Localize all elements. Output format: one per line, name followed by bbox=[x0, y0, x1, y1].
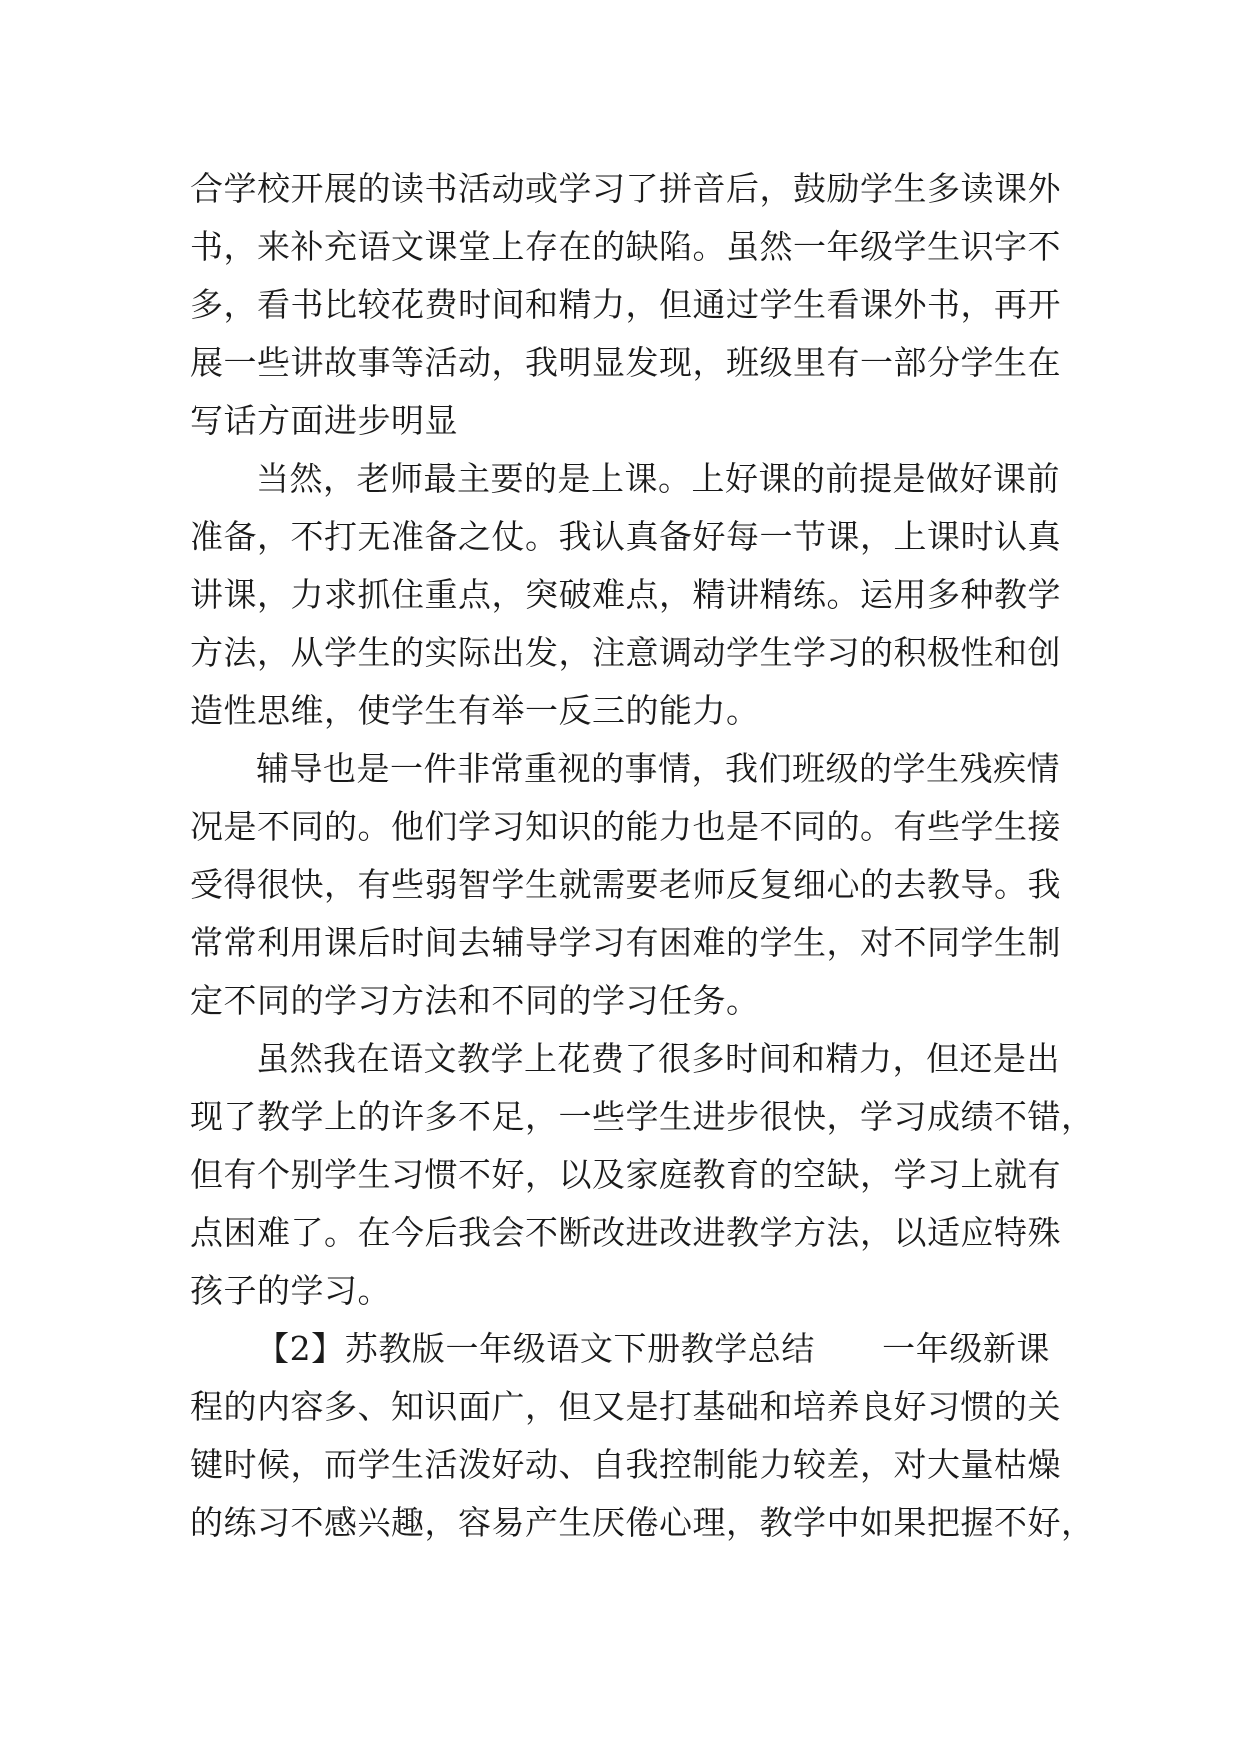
section-heading-line: 【2】苏教版一年级语文下册教学总结 一年级新课 bbox=[256, 1329, 1050, 1368]
text-line: 的练习不感兴趣，容易产生厌倦心理，教学中如果把握不好， bbox=[190, 1503, 1095, 1542]
paragraph-first-line: 当然，老师最主要的是上课。上好课的前提是做好课前 bbox=[256, 459, 1060, 498]
text-line: 受得很快，有些弱智学生就需要老师反复细心的去教导。我 bbox=[190, 865, 1061, 904]
paragraph-first-line: 辅导也是一件非常重视的事情，我们班级的学生残疾情 bbox=[256, 749, 1060, 788]
text-line: 造性思维，使学生有举一反三的能力。 bbox=[190, 691, 760, 730]
text-line: 合学校开展的读书活动或学习了拼音后，鼓励学生多读课外 bbox=[190, 169, 1061, 208]
text-line: 点困难了。在今后我会不断改进改进教学方法，以适应特殊 bbox=[190, 1213, 1061, 1252]
text-line: 孩子的学习。 bbox=[190, 1271, 391, 1310]
text-line: 准备，不打无准备之仗。我认真备好每一节课，上课时认真 bbox=[190, 517, 1061, 556]
text-line: 况是不同的。他们学习知识的能力也是不同的。有些学生接 bbox=[190, 807, 1061, 846]
body-text bbox=[190, 160, 1095, 1552]
paragraph-first-line: 虽然我在语文教学上花费了很多时间和精力，但还是出 bbox=[256, 1039, 1060, 1078]
text-line: 讲课，力求抓住重点，突破难点，精讲精练。运用多种教学 bbox=[190, 575, 1061, 614]
text-line: 键时候，而学生活泼好动、自我控制能力较差，对大量枯燥 bbox=[190, 1445, 1061, 1484]
text-line: 方法，从学生的实际出发，注意调动学生学习的积极性和创 bbox=[190, 633, 1061, 672]
text-line: 定不同的学习方法和不同的学习任务。 bbox=[190, 981, 760, 1020]
text-line: 写话方面进步明显 bbox=[190, 401, 458, 440]
text-line: 展一些讲故事等活动，我明显发现，班级里有一部分学生在 bbox=[190, 343, 1061, 382]
text-line: 但有个别学生习惯不好，以及家庭教育的空缺，学习上就有 bbox=[190, 1155, 1061, 1194]
text-line: 书，来补充语文课堂上存在的缺陷。虽然一年级学生识字不 bbox=[190, 227, 1061, 266]
text-line: 多，看书比较花费时间和精力，但通过学生看课外书，再开 bbox=[190, 285, 1061, 324]
text-line: 现了教学上的许多不足，一些学生进步很快，学习成绩不错， bbox=[190, 1097, 1095, 1136]
text-line: 常常利用课后时间去辅导学习有困难的学生，对不同学生制 bbox=[190, 923, 1061, 962]
text-line: 程的内容多、知识面广，但又是打基础和培养良好习惯的关 bbox=[190, 1387, 1061, 1426]
